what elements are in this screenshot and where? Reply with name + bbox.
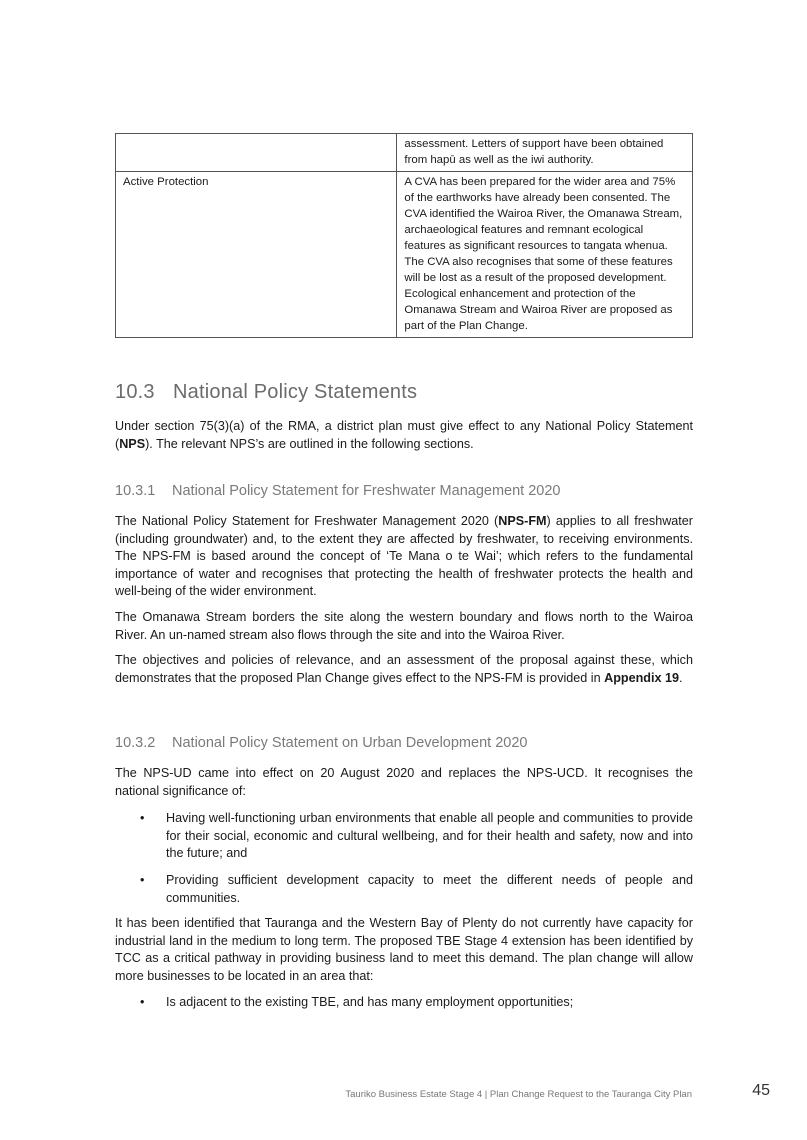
paragraph-nps-intro	[115, 418, 693, 453]
table-cell: assessment. Letters of support have been obtained from hapū as well as the iwi authority.	[397, 134, 693, 172]
subsection-heading-10-3-1	[115, 483, 560, 499]
list-item	[140, 810, 693, 863]
paragraph-appendix-19	[115, 652, 693, 687]
text-run: .	[679, 670, 683, 685]
table-cell	[116, 134, 397, 172]
list-item-text: Having well-functioning urban environments that enable all people and communities to provide for their social, economic and cultural wellbeing, and for their health and safety, now and into the future; and	[166, 811, 693, 860]
list-item	[140, 994, 693, 1012]
bold-term: NPS-FM	[498, 514, 547, 528]
text-run: The National Policy Statement for Freshwater Management 2020 (	[115, 514, 499, 528]
table-cell: A CVA has been prepared for the wider area and 75% of the earthworks have already been consented. The CVA identified the Wairoa River, the Omanawa Stream, archaeological features and remnant ecological features as significant resources to tangata whenua. The CVA also recognises that some of these features will be lost as a result of the proposed development. Ecological enhancement and protection of the Omanawa Stream and Wairoa River are proposed as part of the Plan Change.	[397, 172, 693, 338]
section-number: 10.3	[115, 381, 155, 403]
subsection-number: 10.3.1	[115, 483, 156, 499]
text-run: The objectives and policies of relevance, and an assessment of the proposal against these, which demonstrates that the proposed Plan Change gives effect to the NPS-FM is provided in	[115, 653, 693, 685]
list-item-text: Is adjacent to the existing TBE, and has many employment opportunities;	[166, 995, 574, 1009]
list-item-text: Providing sufficient development capacity to meet the different needs of people and communities.	[166, 873, 693, 905]
paragraph-nps-fm	[115, 513, 693, 601]
paragraph-omanawa-stream: The Omanawa Stream borders the site along the western boundary and flows north to the Wairoa River. An un-named stream also flows through the site and into the Wairoa River.	[115, 610, 693, 642]
page-footer: Tauriko Business Estate Stage 4 | Plan Change Request to the Tauranga City Plan	[345, 1089, 692, 1100]
text-run: Under section 75(3)(a) of the RMA, a district plan must give effect to any National Policy Statement (	[115, 419, 693, 451]
page-number: 45	[752, 1082, 770, 1099]
subsection-title: National Policy Statement for Freshwater Management 2020	[172, 483, 561, 499]
paragraph-industrial-capacity: It has been identified that Tauranga and the Western Bay of Plenty do not currently have capacity for industrial land in the medium to long term. The proposed TBE Stage 4 extension has been identified by TCC as a critical pathway in providing business land to meet this demand. The plan change will allow more businesses to be located in an area that:	[115, 916, 693, 983]
bold-term: Appendix 19	[604, 670, 679, 685]
subsection-number: 10.3.2	[115, 735, 156, 751]
table-row	[116, 134, 693, 172]
table-row	[116, 172, 693, 338]
text-run: ) applies to all freshwater (including groundwater) and, to the extent they are affected by freshwater, to receiving environments. The NPS-FM is based around the concept of ‘Te Mana o te Wai’; which refers to the fundamental importance of water and recognises that protecting the health of freshwater protects the health and well-being of the wider environment.	[115, 514, 693, 598]
bold-term: NPS	[119, 436, 146, 451]
text-run: ). The relevant NPS’s are outlined in the following sections.	[145, 436, 474, 451]
bullet-marker: •	[140, 995, 145, 1009]
section-title: National Policy Statements	[173, 381, 418, 403]
section-heading-10-3	[115, 381, 417, 404]
cultural-assessment-table	[115, 133, 693, 338]
subsection-heading-10-3-2	[115, 735, 527, 751]
list-item	[140, 872, 693, 907]
table-cell: Active Protection	[116, 172, 397, 338]
paragraph-nps-ud: The NPS-UD came into effect on 20 August 2020 and replaces the NPS-UCD. It recognises the national significance of:	[115, 766, 693, 798]
subsection-title: National Policy Statement on Urban Development 2020	[172, 735, 528, 751]
bullet-marker: •	[140, 811, 145, 825]
bullet-marker: •	[140, 873, 145, 887]
